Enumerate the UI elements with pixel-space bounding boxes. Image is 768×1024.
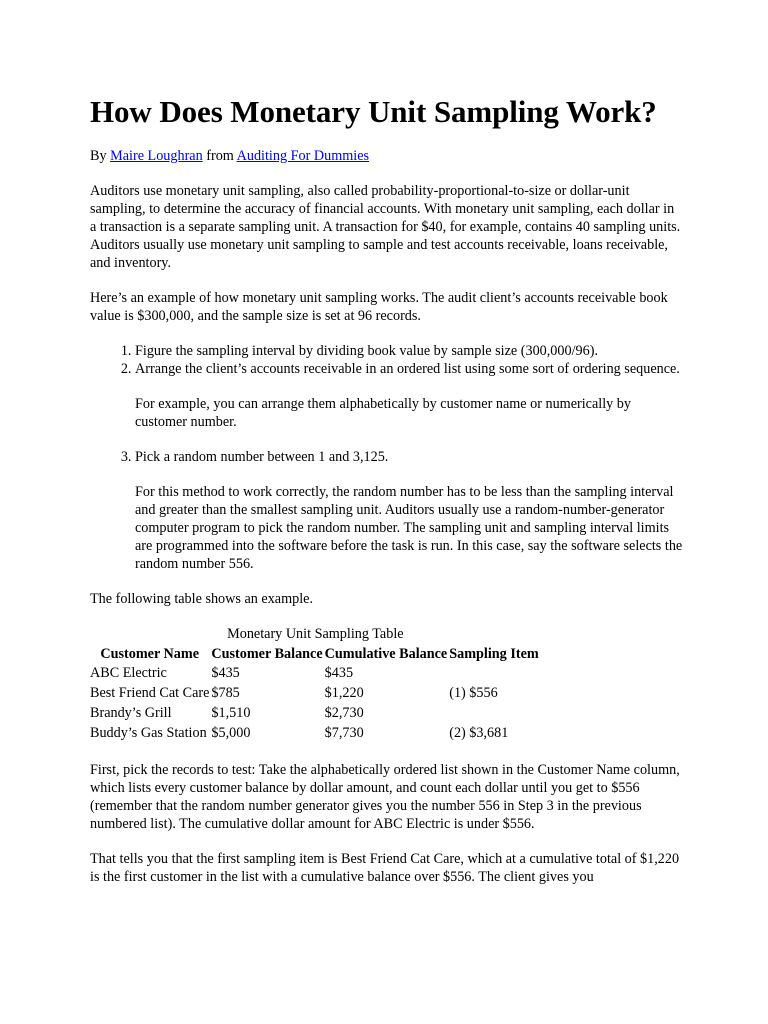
table-caption: Monetary Unit Sampling Table — [227, 626, 404, 642]
table-intro: The following table shows an example. — [90, 591, 314, 607]
column-header: Customer Balance — [211, 646, 323, 662]
cell-customer-name: ABC Electric — [90, 665, 167, 681]
step-3-text: Pick a random number between 1 and 3,125. — [135, 449, 389, 465]
cell-cumulative-balance: $1,220 — [324, 685, 364, 701]
steps-list — [90, 342, 684, 573]
step-3 — [135, 448, 684, 573]
cell-cumulative-balance: $7,730 — [324, 725, 364, 741]
table-header-row — [90, 645, 541, 664]
cell-customer-balance: $5,000 — [211, 725, 251, 741]
article — [90, 94, 684, 886]
step-1 — [135, 342, 684, 360]
source-link[interactable]: Auditing For Dummies — [236, 148, 370, 164]
column-header: Cumulative Balance — [324, 646, 448, 662]
cell-sampling-item: (1) $556 — [449, 685, 498, 701]
cell-cumulative-balance: $2,730 — [324, 705, 364, 721]
step-2-detail: For example, you can arrange them alphabetically by customer name or numerically by customer number. — [135, 396, 631, 430]
step-2 — [135, 360, 684, 431]
sampling-table-wrapper — [90, 625, 684, 744]
cell-customer-balance: $435 — [211, 665, 240, 681]
column-header: Sampling Item — [449, 646, 539, 662]
cell-sampling-item — [449, 664, 540, 684]
table-row — [90, 724, 541, 744]
intro-paragraph-2: Here’s an example of how monetary unit sampling works. The audit client’s accounts receivable book value is $300,000, and the sample size is set at 96 records. — [90, 290, 668, 324]
step-2-text: Arrange the client’s accounts receivable in an ordered list using some sort of ordering sequence. — [135, 361, 680, 377]
cell-cumulative-balance: $435 — [324, 665, 354, 681]
step-1-text: Figure the sampling interval by dividing book value by sample size (300,000/96). — [135, 343, 598, 359]
cell-customer-name: Brandy’s Grill — [90, 705, 172, 721]
cell-customer-name: Buddy’s Gas Station — [90, 725, 207, 741]
step-3-detail: For this method to work correctly, the random number has to be less than the sampling interval and greater than the smallest sampling unit. Auditors usually use a random-number-generator computer program to pick the random number. The sampling unit and sampling interval limits are programmed into the software before the task is run. In this case, say the software selects the random number 556. — [135, 484, 683, 572]
byline-middle: from — [206, 148, 234, 164]
column-header: Customer Name — [100, 646, 200, 662]
outro-paragraph-1: First, pick the records to test: Take the alphabetically ordered list shown in the Customer Name column, which lists every customer balance by dollar amount, and count each dollar until you get to $556 (remember that the random number generator gives you the number 556 in Step 3 in the previous numbered list). The cumulative dollar amount for ABC Electric is under $556. — [90, 762, 680, 832]
outro-paragraph-2: That tells you that the first sampling item is Best Friend Cat Care, which at a cumulative total of $1,220 is the first customer in the list with a cumulative balance over $556. The client gives you — [90, 851, 680, 885]
sampling-table — [90, 625, 541, 744]
cell-customer-balance: $785 — [211, 685, 240, 701]
page-title: How Does Monetary Unit Sampling Work? — [90, 94, 657, 129]
byline — [90, 147, 684, 165]
cell-customer-balance: $1,510 — [211, 705, 251, 721]
intro-paragraph-1: Auditors use monetary unit sampling, also called probability-proportional-to-size or dollar-unit sampling, to determine the accuracy of financial accounts. With monetary unit sampling, each dollar in a transaction is a separate sampling unit. A transaction for $40, for example, contains 40 sampling units. Auditors usually use monetary unit sampling to sample and test accounts receivable, loans receivable, and inventory. — [90, 183, 681, 271]
cell-sampling-item: (2) $3,681 — [449, 725, 509, 741]
table-row — [90, 684, 541, 704]
cell-sampling-item — [449, 704, 540, 724]
author-link[interactable]: Maire Loughran — [110, 148, 203, 164]
table-row — [90, 704, 541, 724]
table-row — [90, 664, 541, 684]
cell-customer-name: Best Friend Cat Care — [90, 685, 210, 701]
byline-prefix: By — [90, 148, 107, 164]
